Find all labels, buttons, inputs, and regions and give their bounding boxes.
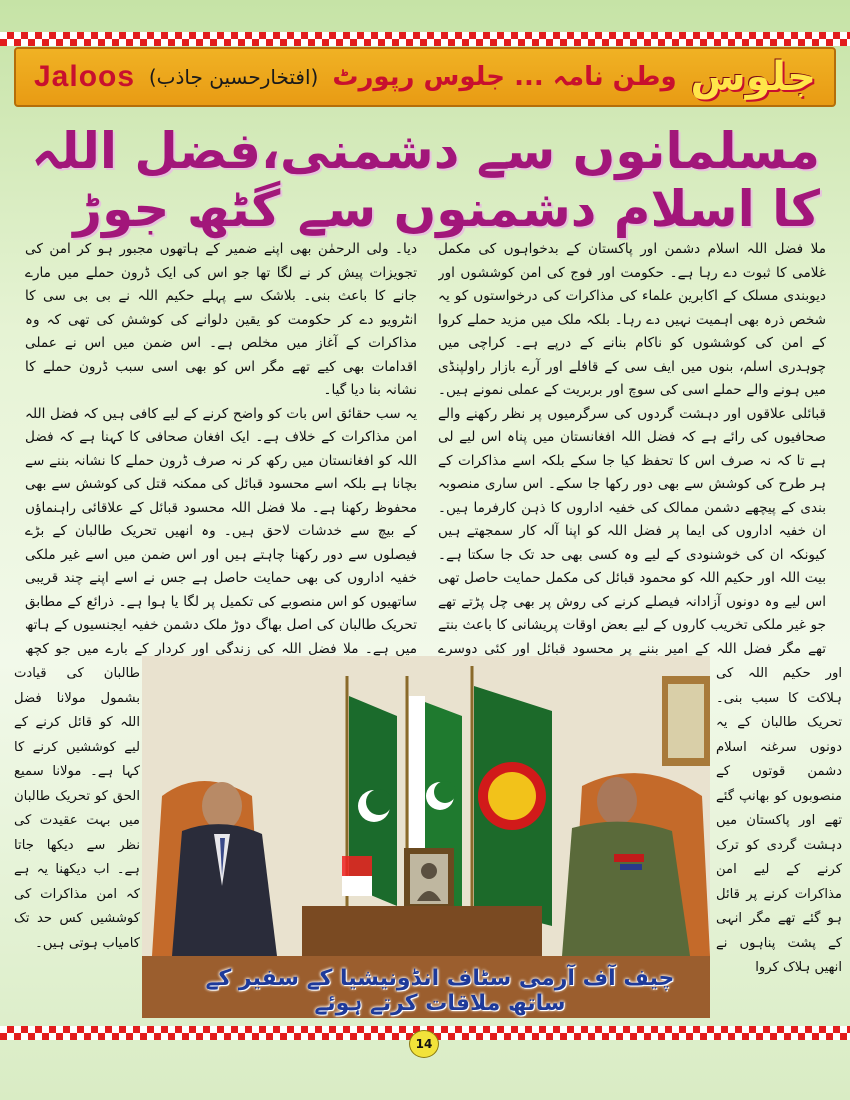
- side-text-right: اور حکیم اللہ کی ہلاکت کا سبب بنی۔ تحریک طالبان کے یہ دونوں سرغنہ اسلام دشمن قوتوں کے منصوبوں کو بھانپ گئے تھے اور پاکستان میں دہشت گردی کو ترک کرنے کے لیے امن مذاکرات کرنے پر قائل ہو گئے تھے مگر انہی کے پشت پناہوں نے انھیں ہلاک کروا: [716, 666, 842, 975]
- paragraph: ملا فضل اللہ اسلام دشمن اور پاکستان کے بدخواہوں کی مکمل غلامی کا ثبوت دے رہا ہے۔ حکومت اور فوج کی امن کوششوں اور دیوبندی مسلک کے اکابرین علماء کی مذاکرات کی درخواستوں کو یہ شخص ذرہ بھی اہمیت نہیں دے رہا۔ بلکہ ملک میں مزید حملے کروا کے امن کی کوششوں کو ناکام بنانے کے درپے ہے۔ کراچی میں چوہدری اسلم، بنوں میں ایف سی کے قافلے اور آرے بازار راولپنڈی میں ہونے والے حملے اسی کی سوچ اور بربریت کے عملی نمونے ہیں۔ قبائلی علاقوں اور دہشت گردوں کی سرگرمیوں پر نظر رکھنے والے صحافیوں کی رائے ہے کہ فضل اللہ افغانستان میں پناہ اس لیے لی ہے تا کہ نہ صرف اس کا تحفظ کیا جا سکے بلکہ اسے مذاکرات کے ہر طرح کی کوشش سے بھی دور رکھا جا سکے۔ اس ساری منصوبہ بندی کے پیچھے دشمن ممالک کی خفیہ اداروں کا ذہن کارفرما ہیں۔ ان خفیہ اداروں کی ایما پر فضل اللہ کو اپنا آلہ کار سمجھتے ہیں کیونکہ ان کی خوشنودی کے لیے وہ کسی بھی حد تک جا سکتا ہے۔ بیت اللہ اور حکیم اللہ کو محمود قبائل کی مکمل حمایت حاصل تھی اس لیے وہ دونوں آزادانہ فیصلے کرنے کی روش پر بھی چل پڑتے تھے جو غیر ملکی تخریب کاروں کے لیے بعض اوقات پریشانی کا باعث بنتے تھے مگر فضل اللہ کے امیر بننے پر محسود قبائل اور کئی دوسرے: [438, 241, 826, 656]
- header-banner: [14, 47, 836, 107]
- banner-center: [149, 62, 677, 92]
- side-text-left: طالبان کی قیادت بشمول مولانا فضل اللہ کو قائل کرنے کے لیے کوششیں کرنے کا کہا ہے۔ مولانا سمیع الحق کو تحریک طالبان میں بہت عقیدت کی نظر سے دیکھا جاتا ہے۔ اب دیکھنا یہ ہے کہ امن مذاکرات کی کوششیں کس حد تک کامیاب ہوتی ہیں۔: [14, 666, 140, 951]
- article-column-right: [438, 238, 826, 656]
- author-byline: (افتخارحسین جاذب): [148, 65, 319, 89]
- paragraph: دیا۔ ولی الرحمٰن بھی اپنے ضمیر کے ہاتھوں مجبور ہو کر امن کی تجویزات پیش کر نے لگا تھا جو اس کی ایک ڈرون حملے میں مارے جانے کا باعث بنی۔ بلاشک سے پہلے حکیم اللہ نے بی بی سی کا انٹرویو دے کر حکومت کو یقین دلوانے کی کوشش کی تھی کہ وہ مذاکرات کے آغاز میں مخلص ہے۔ اس ضمن میں اس نے عملی اقدامات بھی کیے تھے مگر اس کو بھی اسی سبب ڈرون حملے کا نشانہ بنا دیا گیا۔: [25, 241, 417, 398]
- article-column-left: [25, 238, 417, 656]
- page-number: 14: [409, 1030, 439, 1058]
- top-checker-border: [0, 32, 850, 46]
- article-headline: مسلمانوں سے دشمنی،فضل اللہ کا اسلام دشمنوں سے گٹھ جوڑ: [31, 122, 820, 238]
- section-title: وطن نامہ ... جلوس رپورٹ: [332, 62, 677, 92]
- paragraph: یہ سب حقائق اس بات کو واضح کرنے کے لیے کافی ہیں کہ فضل اللہ امن مذاکرات کے خلاف ہے۔ ایک افغان صحافی کا کہنا ہے کہ فضل اللہ کو افغانستان میں رکھ کر نہ صرف ڈرون حملے کا نشانہ بننے سے بچانا ہے بلکہ اسے محسود قبائل کی ممکنہ قتل کی کوشش سے بھی محفوظ رکھنا ہے۔ ملا فضل اللہ محسود قبائل کے علاقائی راہنماؤں کے بیچ سے خدشات لاحق ہیں۔ وہ انھیں تحریک طالبان کے بڑے فیصلوں سے دور رکھنا چاہتے ہیں اور اس ضمن میں اسے غیر ملکی خفیہ اداروں کی بھی حمایت حاصل ہے جس نے اسے اپنے چند قریبی ساتھیوں کو اس منصوبے کی تکمیل پر لگا یا ہوا ہے۔ ذرائع کے مطابق تحریک طالبان کی اصل بھاگ دوڑ ملک دشمن خفیہ ایجنسیوں کے ہاتھ میں ہے۔ ملا فضل اللہ کی زندگی اور کردار کے بارے میں جو کچھ: [25, 405, 417, 656]
- meeting-photo-illustration: [142, 656, 710, 1018]
- brand-latin: Jaloos: [34, 60, 136, 93]
- meeting-photo: [142, 656, 710, 1018]
- photo-caption: چیف آف آرمی سٹاف انڈونیشیا کے سفیر کے ساتھ ملاقات کرتے ہوئے: [205, 966, 675, 1016]
- magazine-logo: جلوس: [690, 54, 816, 100]
